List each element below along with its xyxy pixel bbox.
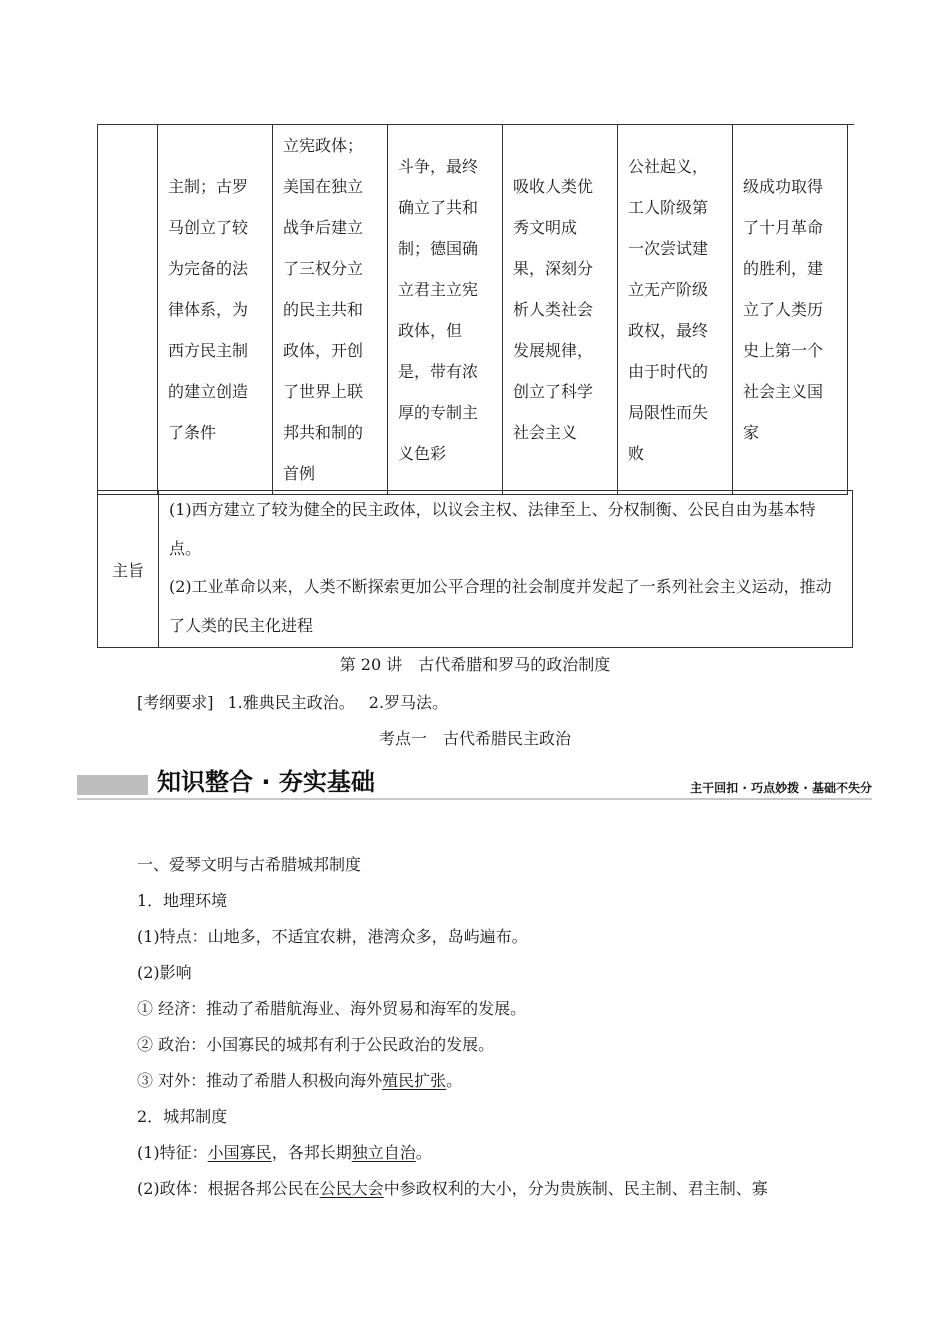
summary-content xyxy=(159,491,852,647)
exam-requirement-1: 1.雅典民主政治。 xyxy=(227,693,355,712)
text: ，各邦长期 xyxy=(271,1143,352,1162)
cell-text: 公社起义， 工人阶级第 一次尝试建 立无产阶级 政权，最终 由于时代的 局限性而失 败 xyxy=(628,156,709,463)
exam-requirement-2: 2.罗马法。 xyxy=(368,693,449,712)
paragraph: (2)影响 xyxy=(137,963,192,982)
subheading-geography: 1．地理环境 xyxy=(137,891,228,910)
table-cell-france-germany xyxy=(388,125,503,495)
banner-tagline: 主干回扣 · 巧点妙拨 · 基础不失分 xyxy=(690,781,872,795)
cell-text: 主制；古罗 马创立了较 为完备的法 律体系，为 西方民主制 的建立创造 了条件 xyxy=(168,177,249,442)
body-text xyxy=(137,850,837,1210)
banner-gray-bar xyxy=(77,775,148,795)
cell-text: 级成功取得 了十月革命 的胜利，建 立了人类历 史上第一个 社会主义国 家 xyxy=(743,177,824,442)
cell-text: 立宪政体； 美国在独立 战争后建立 了三权分立 的民主共和 政体，开创 了世界上联 邦共和制的 首例 xyxy=(283,136,364,483)
text: 中参政权利的大小，分为贵族制、民主制、君主制、寡 xyxy=(383,1179,768,1198)
text: (1)特征： xyxy=(137,1143,208,1162)
table-cell-rome xyxy=(158,125,273,495)
text: 。 xyxy=(446,1071,463,1090)
paragraph xyxy=(137,1066,837,1102)
text: ③ 对外：推动了希腊人积极向海外 xyxy=(137,1071,383,1090)
continuation-table xyxy=(97,124,848,495)
underlined-keyword: 殖民扩张 xyxy=(382,1071,447,1090)
topic-heading: 考点一 古代希腊民主政治 xyxy=(378,729,571,748)
paragraph: ① 经济：推动了希腊航海业、海外贸易和海军的发展。 xyxy=(137,999,527,1018)
section-banner xyxy=(77,766,872,800)
table-row xyxy=(98,125,848,495)
table-cell-october-revolution xyxy=(733,125,848,495)
table-cell-paris-commune xyxy=(618,125,733,495)
banner-heading: 知识整合 · 夯实基础 xyxy=(157,768,375,796)
summary-point-2: (2)工业革命以来，人类不断探索更加公平合理的社会制度并发起了一系列社会主义运动，推动了人类的民主化进程 xyxy=(169,577,832,635)
exam-requirements xyxy=(137,690,448,713)
subheading-city-state: 2．城邦制度 xyxy=(137,1107,228,1126)
cell-text: 斗争，最终 确立了共和 制；德国确 立君主立宪 政体，但 是，带有浓 厚的专制主 义色彩 xyxy=(398,156,479,463)
paragraph: (1)特点：山地多，不适宜农耕，港湾众多，岛屿遍布。 xyxy=(137,927,528,946)
underlined-keyword: 小国寡民 xyxy=(207,1143,272,1162)
summary-box xyxy=(97,490,853,648)
summary-label: 主旨 xyxy=(98,491,159,647)
banner-underline xyxy=(77,798,872,800)
paragraph xyxy=(137,1174,837,1210)
table-edge-line xyxy=(844,124,854,125)
paragraph: ② 政治：小国寡民的城邦有利于公民政治的发展。 xyxy=(137,1035,495,1054)
summary-point-1: (1)西方建立了较为健全的民主政体，以议会主权、法律至上、分权制衡、公民自由为基本特点。 xyxy=(169,500,816,558)
underlined-keyword: 公民大会 xyxy=(319,1179,384,1198)
exam-requirements-label: [考纲要求] xyxy=(137,693,214,712)
section-heading: 一、爱琴文明与古希腊城邦制度 xyxy=(137,855,362,874)
table-cell-marxism xyxy=(503,125,618,495)
lecture-title: 第 20 讲 古代希腊和罗马的政治制度 xyxy=(339,655,611,674)
underlined-keyword: 独立自治 xyxy=(351,1143,416,1162)
text: (2)政体：根据各邦公民在 xyxy=(137,1179,320,1198)
table-cell-usa xyxy=(273,125,388,495)
cell-text: 吸收人类优 秀文明成 果，深刻分 析人类社会 发展规律， 创立了科学 社会主义 xyxy=(513,177,594,442)
table-cell-empty xyxy=(98,125,158,495)
text: 。 xyxy=(415,1143,432,1162)
paragraph xyxy=(137,1138,837,1174)
